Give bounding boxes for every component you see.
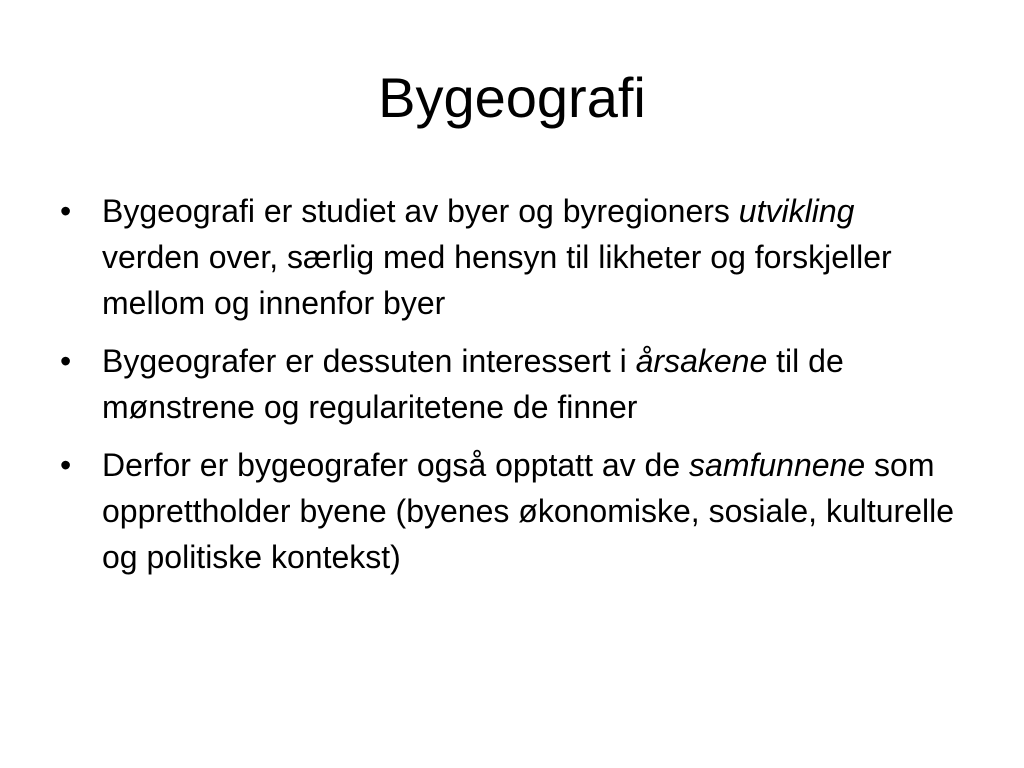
- bullet-text: Bygeografer er dessuten interessert i: [102, 343, 636, 379]
- bullet-emphasis: årsakene: [635, 343, 768, 379]
- bullet-item: [60, 442, 960, 580]
- bullet-text: verden over, særlig med hensyn til likheter og forskjeller mellom og innenfor byer: [102, 239, 892, 321]
- bullet-text: til de mønstrene og regularitetene de finner: [102, 343, 844, 425]
- bullet-item: [60, 188, 960, 326]
- bullet-list: [60, 188, 960, 592]
- bullet-text: Bygeografi er studiet av byer og byregioners: [102, 193, 739, 229]
- bullet-emphasis: samfunnene: [689, 447, 866, 483]
- bullet-item: [60, 338, 960, 430]
- bullet-marker: •: [60, 193, 72, 229]
- bullet-emphasis: utvikling: [738, 193, 855, 229]
- slide-title: Bygeografi: [378, 66, 646, 129]
- bullet-text: Derfor er bygeografer også opptatt av de: [102, 447, 690, 483]
- bullet-marker: •: [60, 343, 72, 379]
- bullet-marker: •: [60, 447, 72, 483]
- bullet-text: som opprettholder byene (byenes økonomiske, sosiale, kulturelle og politiske kontekst): [102, 447, 955, 575]
